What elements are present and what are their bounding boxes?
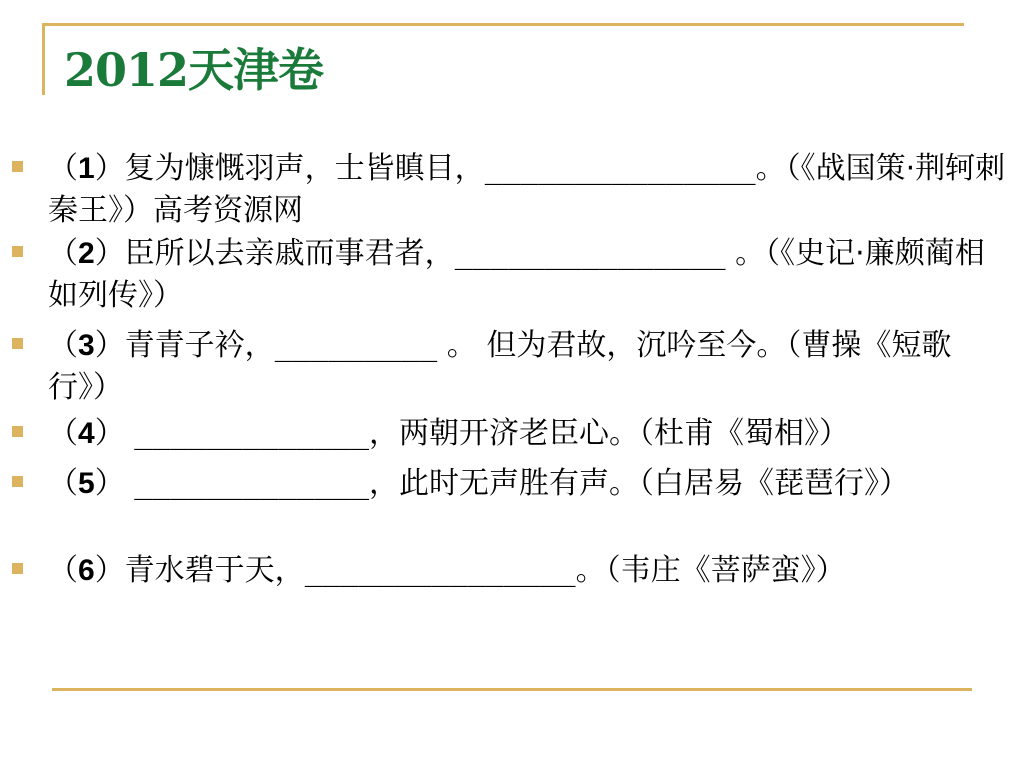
item-text-before: ） <box>94 416 135 451</box>
bullet-icon <box>12 246 23 257</box>
item-text-before: ）臣所以去亲戚而事君者， <box>94 236 455 271</box>
item-text-after: 。（《战国策·荆轲刺秦王》）高考资源网 <box>48 151 1006 228</box>
bullet-icon <box>12 563 23 574</box>
item-open-paren: （ <box>48 328 78 363</box>
list-item-6 <box>48 550 1008 592</box>
item-text-before: ）青青子衿， <box>94 328 275 363</box>
bullet-icon <box>12 338 23 349</box>
item-text-after: 。（韦庄《菩萨蛮》） <box>575 553 846 588</box>
item-text-before: ）青水碧于天， <box>94 553 305 588</box>
list-item-3 <box>48 325 1008 409</box>
fill-in-blank: _____________ <box>134 416 370 451</box>
fill-in-blank: _________ <box>274 328 438 363</box>
left-accent-line <box>42 23 45 95</box>
item-number: 2 <box>78 237 95 270</box>
item-number: 3 <box>78 329 95 362</box>
fill-in-blank: _______________ <box>454 236 726 271</box>
bullet-icon <box>12 476 23 487</box>
fill-in-blank: _______________ <box>304 553 576 588</box>
item-open-paren: （ <box>48 151 78 186</box>
item-number: 1 <box>78 152 95 185</box>
fill-in-blank: _______________ <box>484 151 756 186</box>
item-text-after: ，两朝开济老臣心。（杜甫《蜀相》） <box>369 416 850 451</box>
item-text-after: 。 但为君故，沉吟至今。（曹操《短歌行》） <box>48 328 952 405</box>
list-item-4 <box>48 413 1008 455</box>
bullet-icon <box>12 426 23 437</box>
item-number: 4 <box>78 417 95 450</box>
fill-in-blank: _____________ <box>134 466 370 501</box>
list-item-1 <box>48 148 1008 232</box>
item-text-after: ，此时无声胜有声。（白居易《琵琶行》） <box>369 466 910 501</box>
slide-title: 2012天津卷 <box>64 43 324 97</box>
item-open-paren: （ <box>48 236 78 271</box>
item-open-paren: （ <box>48 466 78 501</box>
item-number: 5 <box>78 467 95 500</box>
bullet-icon <box>12 161 23 172</box>
item-text-after: 。（《史记·廉颇蔺相如列传》） <box>48 236 985 313</box>
list-item-2 <box>48 233 1008 317</box>
bottom-divider-line <box>52 688 972 691</box>
item-text-before: ）复为慷慨羽声，士皆瞋目， <box>94 151 485 186</box>
top-divider-line <box>42 23 964 26</box>
item-open-paren: （ <box>48 416 78 451</box>
item-number: 6 <box>78 554 95 587</box>
list-item-5 <box>48 463 1008 505</box>
item-open-paren: （ <box>48 553 78 588</box>
item-text-before: ） <box>94 466 135 501</box>
